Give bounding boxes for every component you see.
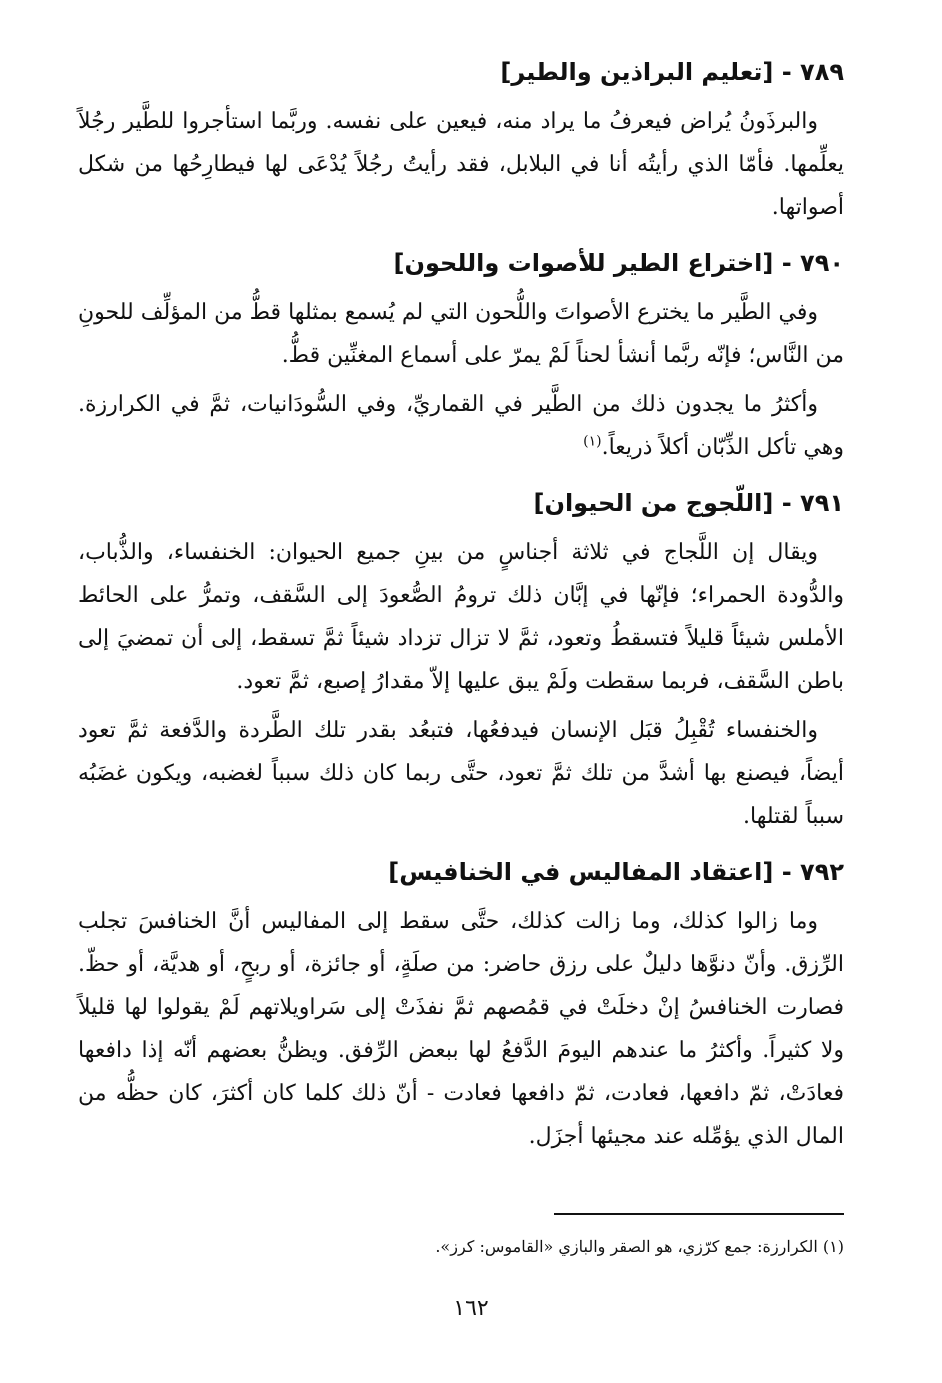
page-number: ١٦٢ [453, 1296, 489, 1321]
section-790 [78, 243, 844, 469]
section-heading: ٧٨٩ - [تعليم البراذين والطير] [500, 58, 844, 86]
paragraph: والخنفساء تُقْبِلُ قبَل الإنسان فيدفعُها، فتبعُد بقدر تلك الطَّردة والدَّفعة ثمَّ تعود أيضاً، فيصنع بها أشدَّ من تلك ثمَّ تعود، حتَّى ربما كان ذلك سبباً لغضبه، ويكون غضَبُه سبباً لقتلها. [78, 718, 844, 829]
paragraph: وما زالوا كذلك، وما زالت كذلك، حتَّى سقط إلى المفاليس أنَّ الخنافسَ تجلب الرِّزق. وأنّ دنوَّها دليلٌ على رزق حاضر: من صلَةٍ، أو جائزة، أو ربحٍ، أو هديَّة، أو حظّ. فصارت الخنافسُ إنْ دخلَتْ في قمُصهم ثمَّ نفذَتْ إلى سَراويلاتهم لَمْ يقولوا لها قليلاً ولا كثيراً. وأكثرُ ما عندهم اليومَ الدَّفعُ لها ببعض الرِّفق. ويظنُّ بعضهم أنّه إذا دافعها فعادَتْ، ثمّ دافعها، فعادت، ثمّ دافعها فعادت - أنّ ذلك كلما كان أكثرَ، كان حظُّه من المال الذي يؤمِّله عند مجيئها أجزَل. [78, 909, 844, 1149]
section-heading: ٧٩٢ - [اعتقاد المفاليس في الخنافيس] [388, 858, 844, 886]
section-heading: ٧٩٠ - [اختراع الطير للأصوات واللحون] [393, 249, 844, 277]
section-791 [78, 483, 844, 838]
footnote-reference[interactable]: (١) [583, 433, 602, 450]
paragraph-with-footnote [78, 383, 844, 469]
paragraph: ويقال إن اللَّجاج في ثلاثة أجناسٍ من بينِ جميع الحيوان: الخنفساء، والذُّباب، والدُّودة الحمراء؛ فإنّها في إبَّان ذلك ترومُ الصُّعودَ إلى السَّقف، وتمرُّ على الحائط الأملس شيئاً قليلاً فتسقطُ وتعود، ثمَّ لا تزال تزداد شيئاً ثمَّ تسقط، إلى أن تمضيَ إلى باطن السَّقف، فربما سقطت ولَمْ يبق عليها إلاّ مقدارُ إصبع، ثمَّ تعود. [78, 540, 844, 694]
section-789 [78, 52, 844, 229]
section-792 [78, 852, 844, 1158]
section-heading: ٧٩١ - [اللّجوج من الحيوان] [533, 489, 844, 517]
paragraph: وفي الطَّير ما يخترع الأصواتَ واللُّحون التي لم يُسمع بمثلها قطُّ من المؤلِّف للحونِ من النَّاس؛ فإنّه ربَّما أنشأ لحناً لَمْ يمرّ على أسماع المغنِّين قطُّ. [78, 300, 844, 368]
paragraph-text: وأكثرُ ما يجدون ذلك من الطَّير في القماريِّ، وفي السُّودَانيات، ثمَّ في الكرارزة. وهي تأكل الذِّبّان أكلاً ذريعاً. [78, 392, 844, 460]
footnote-divider [554, 1213, 844, 1215]
footnote: (١) الكرارزة: جمع كرّزي، هو الصقر والبازي «القاموس: كرز». [435, 1237, 844, 1256]
paragraph: والبرذَونُ يُراض فيعرفُ ما يراد منه، فيعين على نفسه. وربَّما استأجروا للطَّير رجُلاً يعلِّمها. فأمّا الذي رأيتُه أنا في البلابل، فقد رأيتُ رجُلاً يُدْعَى لها فيطارِحُها من شكل أصواتها. [78, 109, 844, 220]
